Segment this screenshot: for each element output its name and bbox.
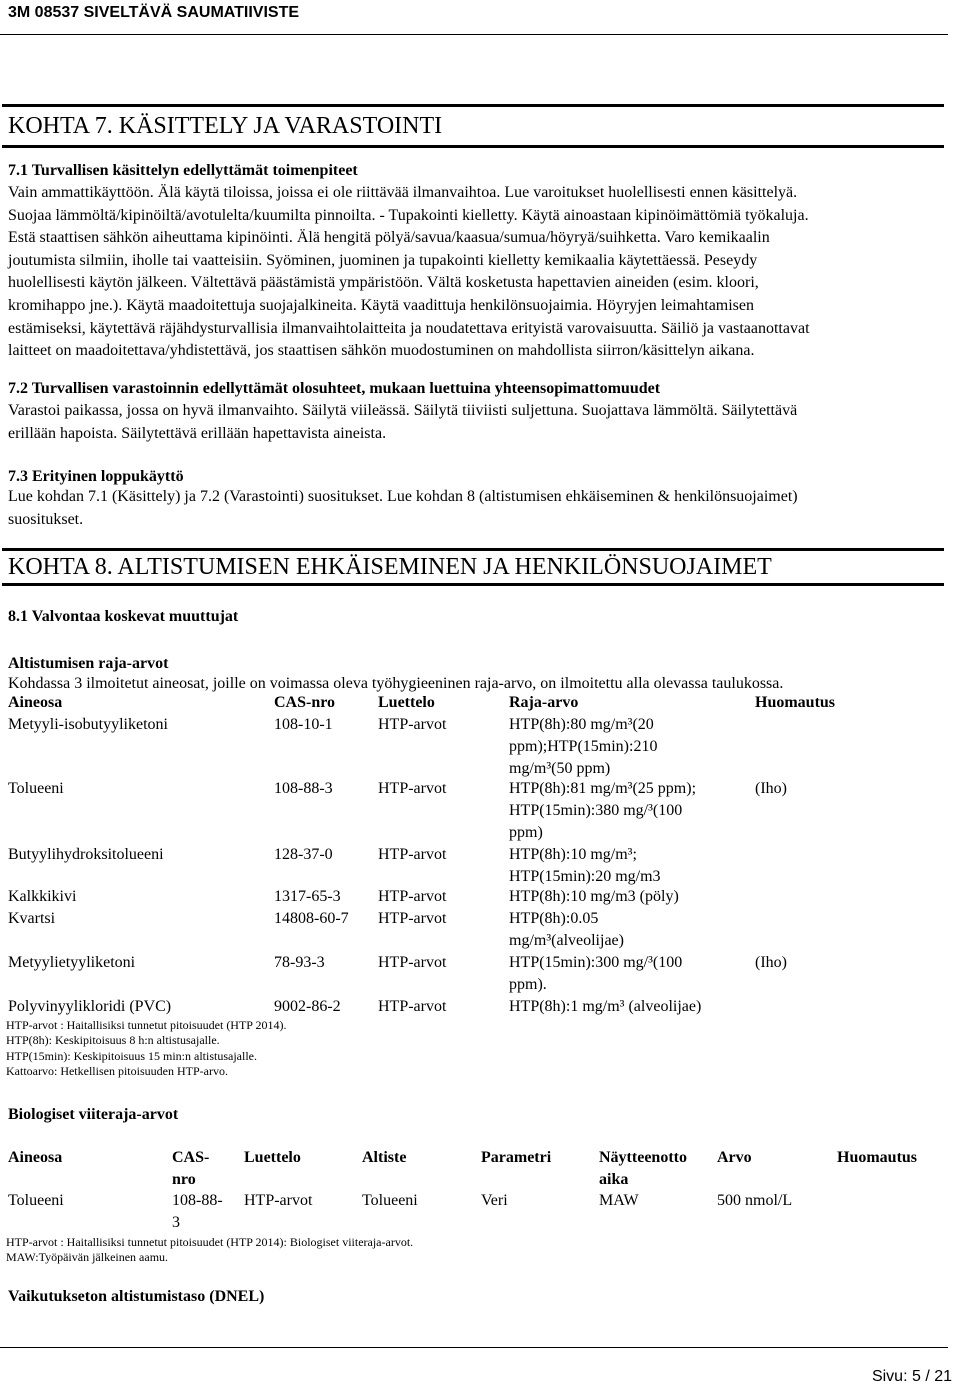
bio-header-line: Luettelo [244,1149,301,1166]
exposure-limits-table [8,692,948,1022]
limits-cell-limit [509,908,749,952]
limits-cell-name: Kvartsi [8,910,56,927]
bio-heading: Biologiset viiteraja-arvot [8,1106,179,1123]
limits-cell-list: HTP-arvot [378,998,447,1015]
limits-cell-name: Metyyli-isobutyyliketoni [8,716,168,733]
bio-header-line: Aineosa [8,1149,63,1166]
section-8-title: KOHTA 8. ALTISTUMISEN EHKÄISEMINEN JA HENKILÖNSUOJAIMET [8,554,772,580]
s81-heading: 8.1 Valvontaa koskevat muuttujat [8,608,239,625]
limits-header-aineosa: Aineosa [8,694,63,711]
bio-header-cell [244,1147,301,1169]
section-7-title: KOHTA 7. KÄSITTELY JA VARASTOINTI [8,113,443,139]
limits-cell-limit [509,996,749,1018]
bio-cell-line: Tolueeni [362,1192,418,1209]
section-8-banner [2,548,944,586]
limits-cell-name: Kalkkikivi [8,888,77,905]
limits-cell-cas: 1317-65-3 [274,888,341,905]
limits-heading: Altistumisen raja-arvot [8,655,169,672]
limits-cell-list: HTP-arvot [378,954,447,971]
limits-cell-name: Butyylihydroksitolueeni [8,846,164,863]
bio-cell-line: MAW [599,1192,639,1209]
limits-cell-note: (Iho) [755,780,787,797]
bio-header-line: Parametri [481,1149,552,1166]
bio-footnote: MAW:Työpäivän jälkeinen aamu. [6,1250,169,1265]
bio-footnote: HTP-arvot : Haitallisiksi tunnetut pitoisuudet (HTP 2014): Biologiset viiteraja-arvot. [6,1235,414,1249]
bio-cell-line: HTP-arvot [244,1192,313,1209]
bio-header-line: Huomautus [837,1149,918,1166]
limits-limit-line: HTP(8h):10 mg/m³; [509,846,637,863]
limits-footnotes [6,1018,706,1080]
bio-header-line: Altiste [362,1149,407,1166]
limits-cell-cas: 108-88-3 [274,780,333,797]
limits-limit-line: HTP(15min):20 mg/m3 [509,868,661,886]
s71-line: kromihappo jne.). Käytä maadoitettuja suojajalkineita. Käytä vaadittuja henkilönsuojaimia. Höyryjen leimahtamisen [8,296,755,314]
bio-cell [244,1190,312,1212]
limits-limit-line: HTP(8h):1 mg/m³ (alveolijae) [509,998,702,1015]
section-7-banner [2,104,944,148]
limits-limit-line: ppm);HTP(15min):210 [509,738,658,756]
bio-cell [8,1190,64,1212]
bio-header-cell [481,1147,551,1169]
limits-cell-cas: 108-10-1 [274,716,333,733]
s71-line: joutumista silmiin, iholle tai vaatteisiin. Syöminen, juominen ja tupakointi kielletty kemikaalia käytettäessä. Peseydy [8,251,758,269]
limits-cell-cas: 128-37-0 [274,846,333,863]
limits-cell-name: Polyvinyylikloridi (PVC) [8,998,172,1015]
document-title: 3M 08537 SIVELTÄVÄ SAUMATIIVISTE [8,4,300,21]
limits-cell-cas: 78-93-3 [274,954,325,971]
bio-header-line: CAS- [172,1149,210,1166]
bio-cell-line: Veri [481,1192,508,1209]
s72-line: erillään hapoista. Säilytettävä erillään hapettavista aineista. [8,424,387,442]
s71-line: laitteet on maadoitettava/yhdistettävä, jos staattisen sähkön muodostuminen on mahdollista siirron/käsittelyn aikana. [8,342,755,360]
bio-cell [172,1190,223,1234]
header-divider [0,34,948,35]
bio-cell-line: Tolueeni [8,1192,64,1209]
bio-header-line: Arvo [717,1149,752,1166]
bio-cell [481,1190,508,1212]
s73-heading: 7.3 Erityinen loppukäyttö [8,468,184,485]
limits-footnote: Kattoarvo: Hetkellisen pitoisuuden HTP-arvo. [6,1064,228,1079]
s71-heading: 7.1 Turvallisen käsittelyn edellyttämät toimenpiteet [8,162,358,179]
s73-text [8,486,948,531]
limits-limit-line: HTP(8h):0.05 [509,910,599,927]
limits-cell-limit [509,844,749,888]
bio-footnotes [6,1235,706,1266]
limits-limit-line: ppm) [509,824,543,842]
page-number: Sivu: 5 / 21 [871,1368,952,1385]
limits-cell-limit [509,714,749,781]
limits-limit-line: HTP(15min):380 mg/³(100 [509,802,683,820]
s71-line: Vain ammattikäyttöön. Älä käytä tiloissa, joissa ei ole riittävää ilmanvaihtoa. Lue varoitukset huolellisesti ennen käsittelyä. [8,184,798,201]
limits-limit-line: HTP(15min):300 mg/³(100 [509,954,683,971]
limits-cell-cas: 9002-86-2 [274,998,341,1015]
s71-line: Estä staattisen sähkön aiheuttama kipinöinti. Älä hengitä pölyä/savua/kaasua/sumua/höyryä/suihketta. Varo kemikaalin [8,229,770,247]
bio-header-cell [717,1147,752,1169]
limits-footnote: HTP(15min): Keskipitoisuus 15 min:n altistusajalle. [6,1048,257,1063]
limits-cell-limit [509,952,749,996]
limits-limit-line: mg/m³(50 ppm) [509,760,611,778]
s71-text [8,182,948,363]
limits-header-huomautus: Huomautus [755,694,836,711]
bio-cell-line: 3 [172,1214,180,1232]
bio-header-line: Näytteenotto [599,1149,687,1166]
limits-cell-limit [509,778,749,845]
limits-cell-list: HTP-arvot [378,716,447,733]
limits-cell-list: HTP-arvot [378,846,447,863]
bio-cell-line: 108-88- [172,1192,223,1209]
limits-cell-note: (Iho) [755,954,787,971]
limits-limit-line: mg/m³(alveolijae) [509,932,624,950]
bio-header-line: aika [599,1171,629,1189]
limits-header-cas: CAS-nro [274,694,336,711]
s71-line: Suojaa lämmöltä/kipinöiltä/avotulelta/kuumilta pinnoilta. - Tupakointi kielletty. Käytä ainoastaan kipinöimättömiä työkaluja. [8,206,809,224]
limits-limit-line: HTP(8h):81 mg/m³(25 ppm); [509,780,697,797]
limits-cell-list: HTP-arvot [378,780,447,797]
s73-line: Lue kohdan 7.1 (Käsittely) ja 7.2 (Varastointi) suositukset. Lue kohdan 8 (altistumisen ehkäiseminen & henkilönsuojaimet) [8,488,798,505]
limits-footnote: HTP-arvot : Haitallisiksi tunnetut pitoisuudet (HTP 2014). [6,1018,287,1032]
bio-header-cell [362,1147,406,1169]
s72-text [8,400,948,445]
bio-header-cell [837,1147,917,1169]
s72-heading: 7.2 Turvallisen varastoinnin edellyttämät olosuhteet, mukaan luettuina yhteensopimattomuudet [8,380,661,397]
bio-header-cell [8,1147,62,1169]
limits-footnote: HTP(8h): Keskipitoisuus 8 h:n altistusajalle. [6,1033,220,1048]
footer-divider [0,1347,948,1348]
limits-cell-list: HTP-arvot [378,888,447,905]
s71-line: estämiseksi, käytettävä räjähdysturvallisia ilmanvaihtolaitteita ja noudatettava erityistä varovaisuutta. Säiliö ja vastaanottavat [8,319,810,337]
s73-line: suositukset. [8,510,84,528]
limits-cell-limit [509,886,749,908]
limits-intro: Kohdassa 3 ilmoitetut aineosat, joille on voimassa oleva työhygieeninen raja-arvo, on ilmoitettu alla olevassa taulukossa. [8,675,784,692]
limits-limit-line: HTP(8h):10 mg/m3 (pöly) [509,888,679,905]
limits-header-raja-arvo: Raja-arvo [509,694,579,711]
limits-cell-name: Tolueeni [8,780,64,797]
limits-header-luettelo: Luettelo [378,694,435,711]
bio-cell-line: 500 nmol/L [717,1192,793,1209]
bio-cell [362,1190,418,1212]
limits-limit-line: ppm). [509,976,547,994]
bio-header-line: nro [172,1171,196,1189]
bio-cell [717,1190,792,1212]
limits-cell-name: Metyylietyyliketoni [8,954,136,971]
s72-line: Varastoi paikassa, jossa on hyvä ilmanvaihto. Säilytä viileässä. Säilytä tiiviisti suljettuna. Suojattava lämmöltä. Säilytettävä [8,402,798,419]
bio-header-cell [599,1147,687,1191]
limits-limit-line: HTP(8h):80 mg/m³(20 [509,716,654,733]
bio-cell [599,1190,639,1212]
limits-cell-list: HTP-arvot [378,910,447,927]
s71-line: huolellisesti käytön jälkeen. Vältettävä päästämistä ympäristöön. Vältä kosketusta hapettavien aineiden (esim. kloori, [8,274,759,292]
limits-cell-cas: 14808-60-7 [274,910,349,927]
dnel-heading: Vaikutukseton altistumistaso (DNEL) [8,1288,265,1305]
biological-limits-table [8,1147,948,1237]
bio-header-cell [172,1147,209,1191]
